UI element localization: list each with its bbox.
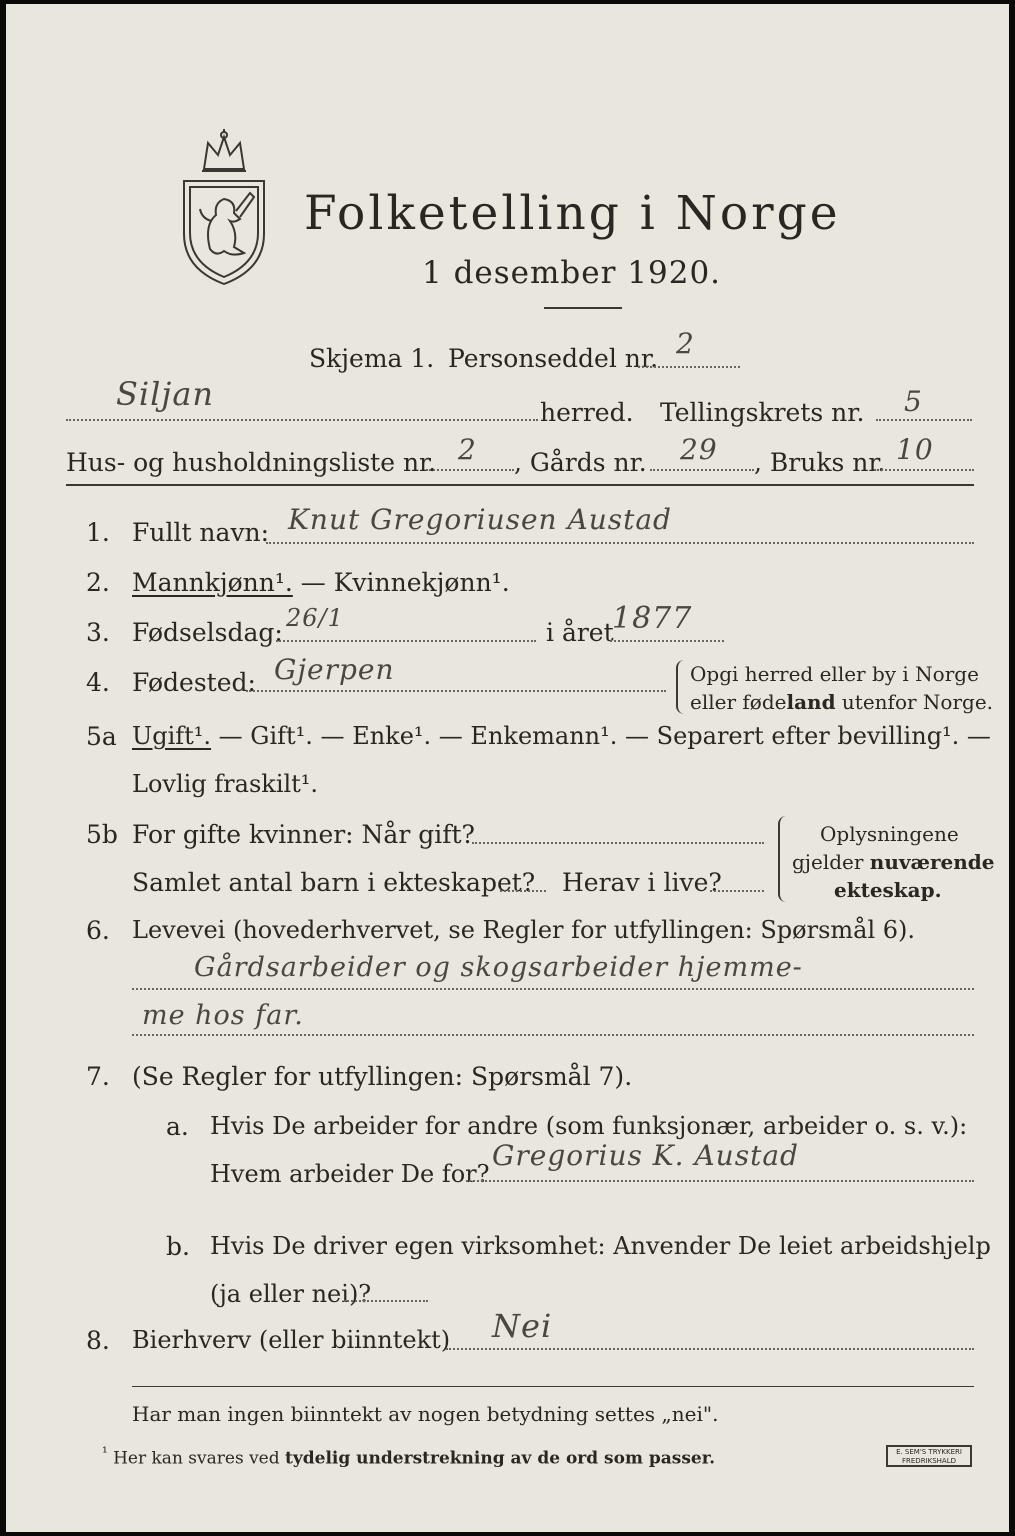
tellingskrets-value[interactable]: 5 <box>904 385 923 418</box>
q7b-text: Hvis De driver egen virksomhet: Anvender De leiet arbeidshjelp <box>210 1232 991 1260</box>
q5b-alive-label: Herav i live? <box>562 868 722 897</box>
employer-line <box>466 1180 974 1182</box>
birth-year-value[interactable]: 1877 <box>612 601 693 636</box>
footnote: $^{^1}$ Her kan svares ved tydelig understrekning av de ord som passer. <box>102 1445 716 1469</box>
q5a-number: 5a <box>86 722 117 751</box>
occupation-line-2 <box>132 1034 974 1036</box>
q1-number: 1. <box>86 518 110 547</box>
q1-line <box>266 542 974 544</box>
personseddel-value[interactable]: 2 <box>676 327 695 360</box>
header-divider <box>66 484 974 486</box>
q2-number: 2. <box>86 568 110 597</box>
personseddel-label: Personseddel nr. <box>448 344 659 373</box>
form-title: Folketelling i Norge <box>304 186 841 241</box>
employer-value[interactable]: Gregorius K. Austad <box>492 1139 799 1172</box>
children-alive-line <box>710 890 764 892</box>
municipality-value[interactable]: Siljan <box>116 375 214 413</box>
occupation-value-1[interactable]: Gårdsarbeider og skogsarbeider hjemme- <box>194 952 803 983</box>
q5b-children-label: Samlet antal barn i ekteskapet? <box>132 868 536 897</box>
q5b-brace <box>778 816 790 902</box>
occupation-value-2[interactable]: me hos far. <box>142 1000 304 1031</box>
q6-number: 6. <box>86 916 110 945</box>
birthday-line <box>276 640 536 642</box>
q5b-number: 5b <box>86 820 118 849</box>
divorced-option[interactable]: Lovlig fraskilt¹. <box>132 770 319 798</box>
municipality-line <box>66 419 538 421</box>
q4-number: 4. <box>86 668 110 697</box>
q5a-status-line <box>132 724 991 748</box>
unmarried-option[interactable]: Ugift¹. <box>132 722 212 750</box>
q1-label: Fullt navn: <box>132 518 270 547</box>
birthplace-line <box>246 690 666 692</box>
occupation-line-1 <box>132 988 974 990</box>
side-income-value[interactable]: Nei <box>492 1307 553 1345</box>
q3-label: Fødselsdag: <box>132 618 283 647</box>
other-status-options[interactable]: — Gift¹. — Enke¹. — Enkemann¹. — Separert efter bevilling¹. — <box>211 722 991 750</box>
gards-label: , Gårds nr. <box>514 448 647 477</box>
herred-label: herred. <box>540 398 634 427</box>
norwegian-coat-of-arms-icon <box>174 129 274 289</box>
form-date: 1 desember 1920. <box>422 255 722 291</box>
q7-label: (Se Regler for utfyllingen: Spørsmål 7). <box>132 1062 633 1091</box>
footer-note: Har man ingen biinntekt av nogen betydning settes „nei". <box>132 1402 719 1426</box>
q8-label: Bierhverv (eller biinntekt) <box>132 1326 451 1354</box>
side-income-line <box>446 1348 974 1350</box>
birthday-value[interactable]: 26/1 <box>286 604 344 632</box>
q5b-note-1: Oplysningene <box>820 822 959 846</box>
hired-help-line <box>344 1300 428 1302</box>
bruks-value[interactable]: 10 <box>896 433 934 466</box>
tellingskrets-line <box>876 419 972 421</box>
marriage-date-line <box>472 842 764 844</box>
tellingskrets-label: Tellingskrets nr. <box>660 398 865 427</box>
gards-line <box>650 469 754 471</box>
q7-number: 7. <box>86 1062 110 1091</box>
q7a-text: Hvis De arbeider for andre (som funksjonær, arbeider o. s. v.): <box>210 1112 968 1140</box>
q3-number: 3. <box>86 618 110 647</box>
title-divider <box>544 307 622 309</box>
birth-year-line <box>610 640 724 642</box>
husliste-line <box>426 469 514 471</box>
q4-brace <box>676 660 686 714</box>
schema-label: Skjema 1. <box>309 344 435 373</box>
children-count-line <box>500 890 546 892</box>
footer-divider <box>132 1386 974 1387</box>
husliste-label: Hus- og husholdningsliste nr. <box>66 448 437 477</box>
gards-value[interactable]: 29 <box>680 433 718 466</box>
q8-number: 8. <box>86 1326 110 1355</box>
q7a-letter: a. <box>166 1112 189 1141</box>
q7a-question: Hvem arbeider De for? <box>210 1160 490 1188</box>
q4-note-2: eller fødeland utenfor Norge. <box>690 690 994 714</box>
printer-stamp: E. SEM'S TRYKKERI FREDRIKSHALD <box>886 1445 972 1467</box>
female-option[interactable]: Kvinnekjønn¹. <box>333 568 510 597</box>
full-name-value[interactable]: Knut Gregoriusen Austad <box>288 503 672 536</box>
birthplace-value[interactable]: Gjerpen <box>274 653 395 686</box>
q6-label: Levevei (hovederhvervet, se Regler for utfyllingen: Spørsmål 6). <box>132 916 916 944</box>
q2-sex-line: Mannkjønn¹. — Kvinnekjønn¹. <box>132 568 510 597</box>
q3-year-label: i året <box>546 618 614 647</box>
census-form-page <box>6 4 1009 1532</box>
q4-note-1: Opgi herred eller by i Norge <box>690 662 979 686</box>
q5b-line-1: For gifte kvinner: Når gift? <box>132 820 475 849</box>
male-option[interactable]: Mannkjønn¹. <box>132 568 293 597</box>
q7b-letter: b. <box>166 1232 190 1261</box>
bruks-line <box>874 469 974 471</box>
q5b-note-3: ekteskap. <box>834 878 942 902</box>
husliste-value[interactable]: 2 <box>458 433 477 466</box>
q4-label: Fødested: <box>132 668 256 697</box>
personseddel-line <box>638 366 740 368</box>
bruks-label: , Bruks nr. <box>754 448 886 477</box>
q5b-note-2: gjelder nuværende <box>792 850 995 874</box>
q7b-question: (ja eller nei)? <box>210 1280 372 1308</box>
